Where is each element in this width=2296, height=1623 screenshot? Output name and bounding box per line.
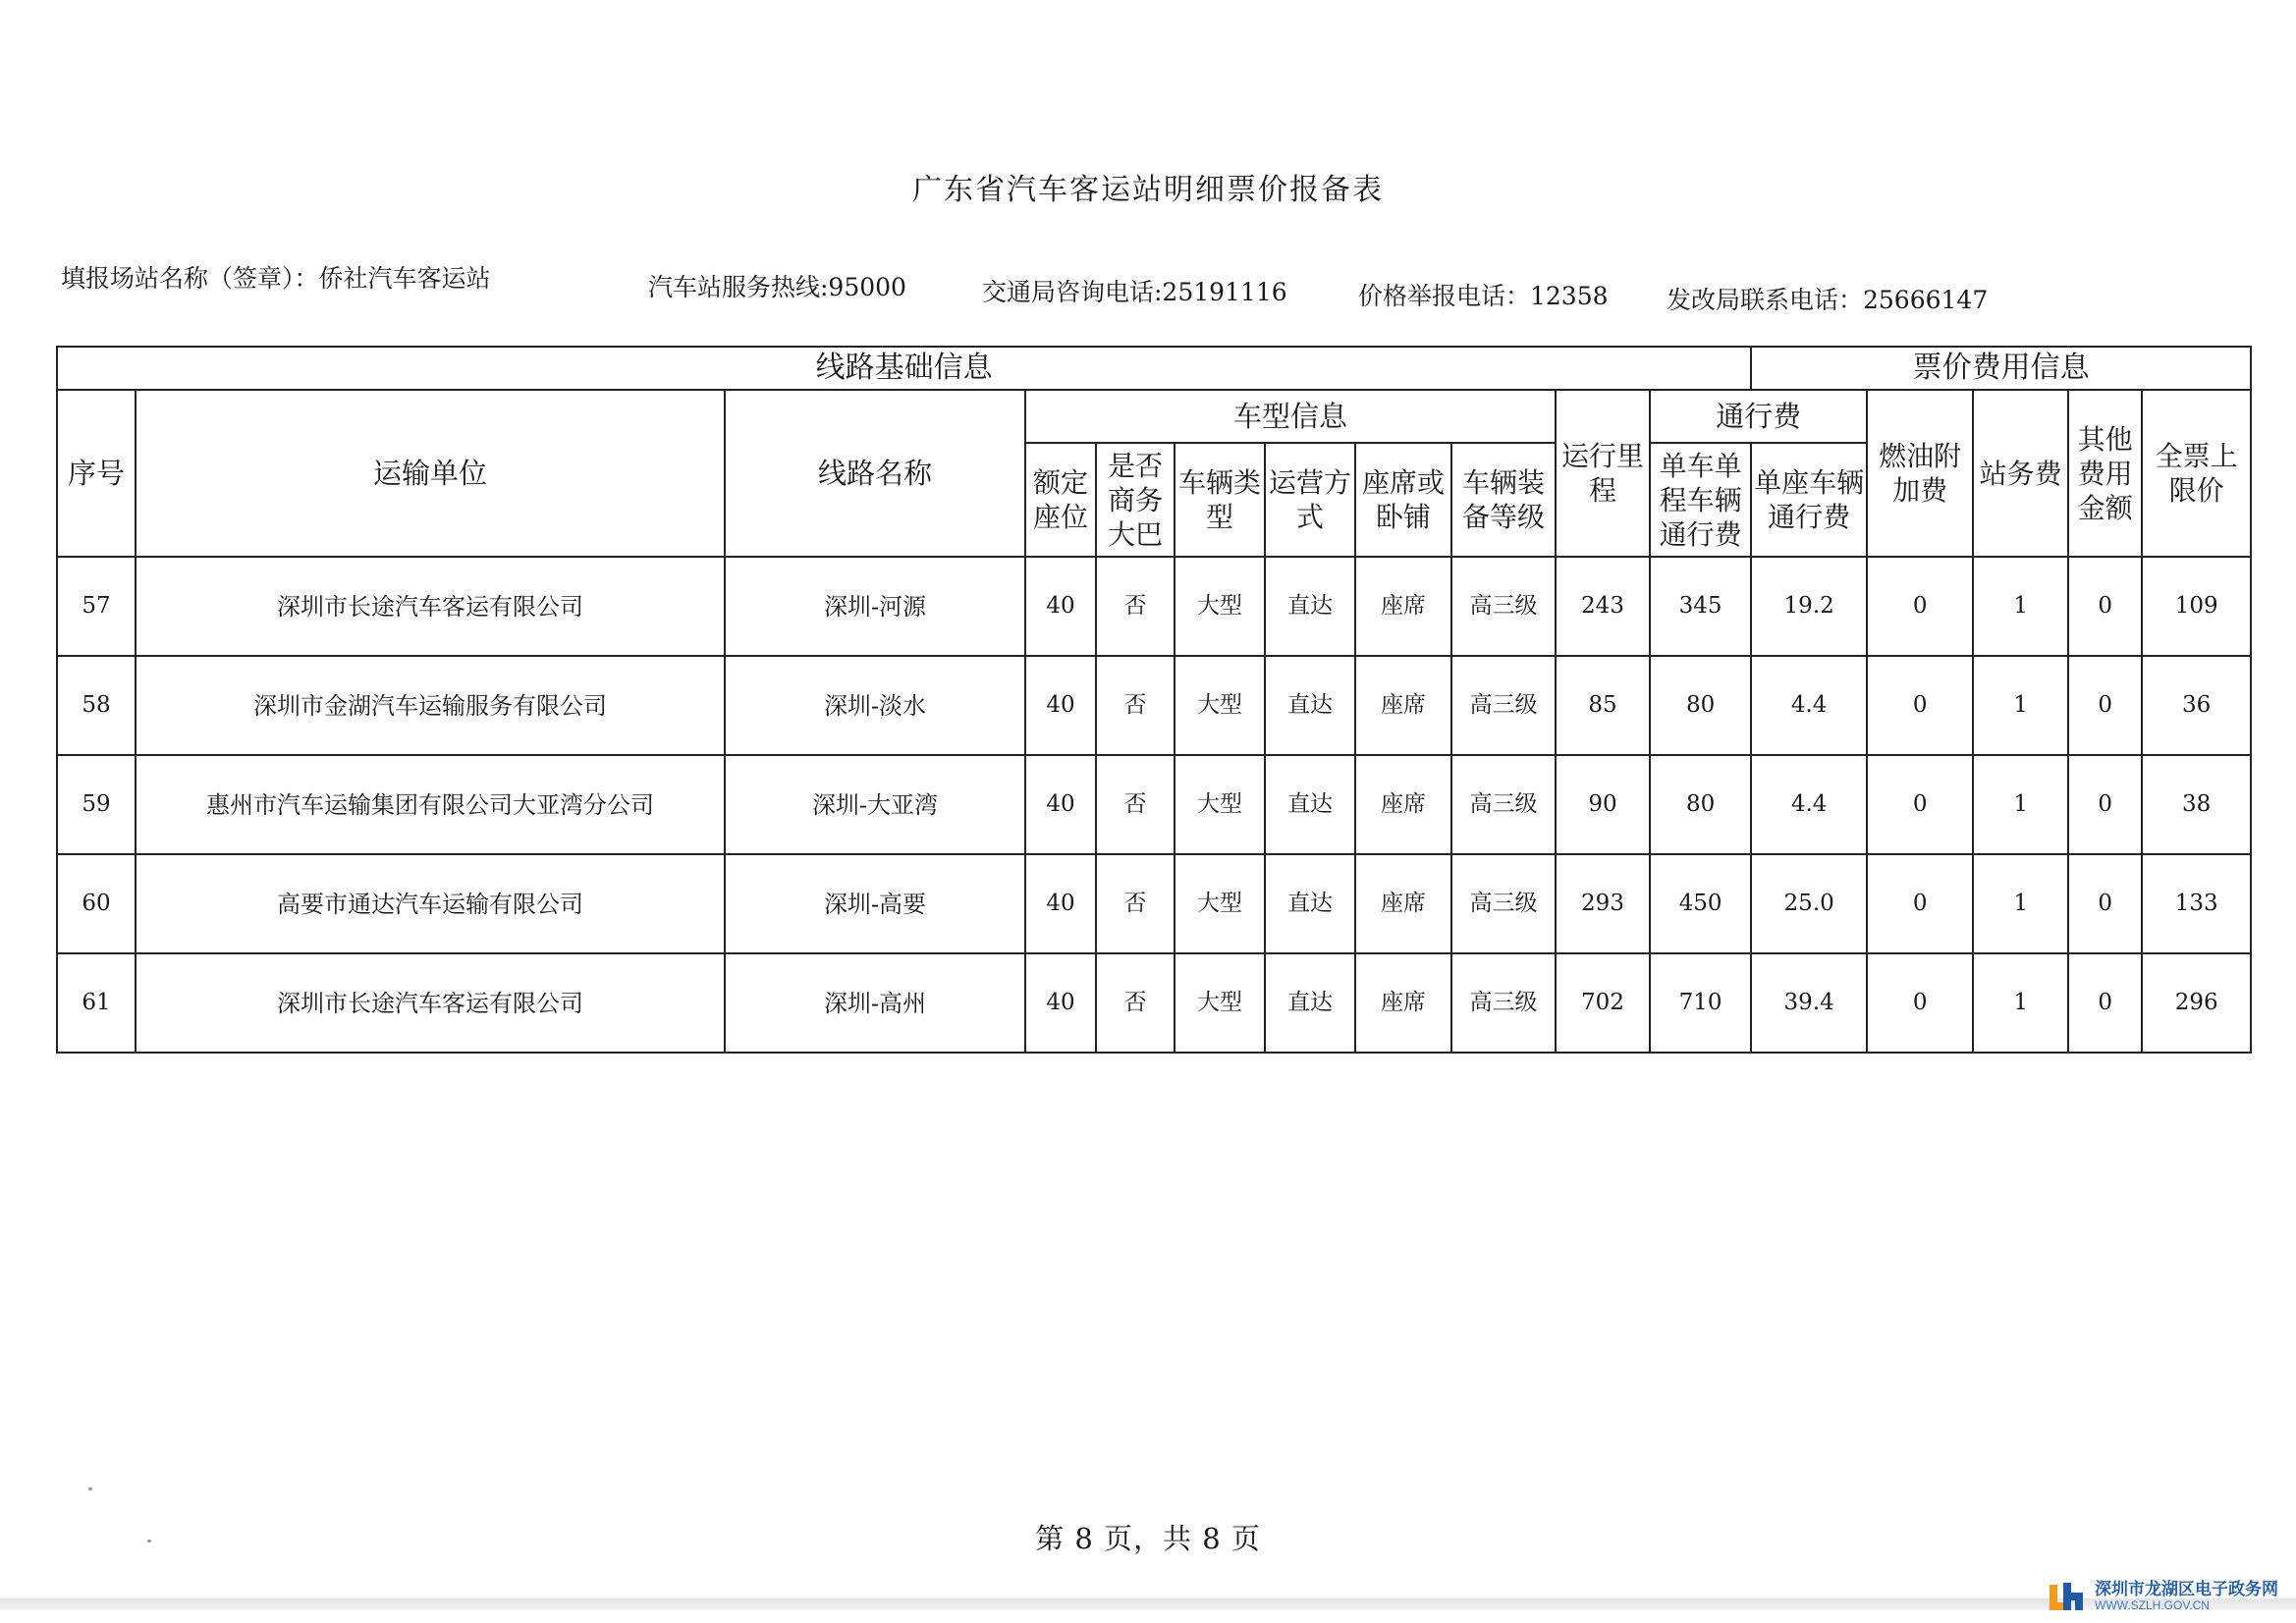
cell-station-fee: 1 bbox=[1973, 557, 2068, 656]
cell-seats: 40 bbox=[1025, 953, 1096, 1053]
cell-vehicle-type: 大型 bbox=[1175, 557, 1265, 656]
cell-fuel-surcharge: 0 bbox=[1867, 755, 1973, 854]
cell-other-fee: 0 bbox=[2068, 755, 2142, 854]
header-other-fee: 其他费用金额 bbox=[2068, 390, 2142, 557]
cell-route: 深圳-高要 bbox=[725, 854, 1025, 953]
header-max-price: 全票上限价 bbox=[2142, 390, 2251, 557]
cell-station-fee: 1 bbox=[1973, 656, 2068, 755]
table-row bbox=[57, 557, 2251, 656]
cell-vehicle-type: 大型 bbox=[1175, 755, 1265, 854]
header-vehicle-info: 车型信息 bbox=[1025, 390, 1556, 443]
header-station-fee: 站务费 bbox=[1973, 390, 2068, 557]
cell-toll-per-seat: 4.4 bbox=[1751, 656, 1867, 755]
cell-seats: 40 bbox=[1025, 854, 1096, 953]
cell-toll-single: 80 bbox=[1650, 656, 1751, 755]
cell-equipment-grade: 高三级 bbox=[1451, 557, 1556, 656]
cell-station-fee: 1 bbox=[1973, 755, 2068, 854]
cell-business-bus: 否 bbox=[1096, 755, 1175, 854]
header-seats: 额定座位 bbox=[1025, 443, 1096, 557]
price-report-phone: 价格举报电话：12358 bbox=[1358, 282, 1609, 310]
cell-mileage: 90 bbox=[1556, 755, 1650, 854]
cell-operation: 直达 bbox=[1265, 656, 1355, 755]
header-business-bus: 是否商务大巴 bbox=[1096, 443, 1175, 557]
cell-operation: 直达 bbox=[1265, 953, 1355, 1053]
site-watermark bbox=[2048, 1581, 2278, 1612]
transport-bureau-phone: 交通局咨询电话:25191116 bbox=[982, 278, 1287, 306]
cell-other-fee: 0 bbox=[2068, 854, 2142, 953]
cell-toll-per-seat: 4.4 bbox=[1751, 755, 1867, 854]
cell-business-bus: 否 bbox=[1096, 557, 1175, 656]
station-name-field: 填报场站名称（签章）：侨社汽车客运站 bbox=[61, 264, 491, 293]
header-seat-or-sleeper: 座席或卧铺 bbox=[1355, 443, 1451, 557]
cell-fuel-surcharge: 0 bbox=[1867, 854, 1973, 953]
table-row bbox=[57, 854, 2251, 953]
cell-fuel-surcharge: 0 bbox=[1867, 953, 1973, 1053]
cell-station-fee: 1 bbox=[1973, 953, 2068, 1053]
table-row bbox=[57, 656, 2251, 755]
fare-table bbox=[56, 346, 2252, 1054]
cell-company: 惠州市汽车运输集团有限公司大亚湾分公司 bbox=[136, 755, 725, 854]
cell-mileage: 243 bbox=[1556, 557, 1650, 656]
watermark-name: 深圳市龙湖区电子政务网 bbox=[2095, 1580, 2278, 1599]
page-footer: 第 8 页，共 8 页 bbox=[1035, 1522, 1261, 1555]
cell-company: 深圳市长途汽车客运有限公司 bbox=[136, 953, 725, 1053]
cell-seq: 58 bbox=[57, 656, 136, 755]
table-row bbox=[57, 755, 2251, 854]
cell-toll-single: 710 bbox=[1650, 953, 1751, 1053]
cell-fuel-surcharge: 0 bbox=[1867, 557, 1973, 656]
section-fare-header: 票价费用信息 bbox=[1751, 347, 2251, 390]
cell-other-fee: 0 bbox=[2068, 656, 2142, 755]
cell-max-price: 38 bbox=[2142, 755, 2251, 854]
header-seq: 序号 bbox=[57, 390, 136, 557]
header-route: 线路名称 bbox=[725, 390, 1025, 557]
cell-operation: 直达 bbox=[1265, 755, 1355, 854]
station-hotline: 汽车站服务热线:95000 bbox=[648, 273, 906, 301]
header-equipment-grade: 车辆装备等级 bbox=[1451, 443, 1556, 557]
cell-seat-or-sleeper: 座席 bbox=[1355, 557, 1451, 656]
cell-vehicle-type: 大型 bbox=[1175, 854, 1265, 953]
header-mileage: 运行里程 bbox=[1556, 390, 1650, 557]
scan-speck bbox=[147, 1540, 151, 1542]
header-toll-per-seat: 单座车辆通行费 bbox=[1751, 443, 1867, 557]
cell-fuel-surcharge: 0 bbox=[1867, 656, 1973, 755]
cell-max-price: 36 bbox=[2142, 656, 2251, 755]
dev-bureau-phone: 发改局联系电话：25666147 bbox=[1667, 286, 1989, 314]
scan-edge bbox=[0, 1598, 2296, 1610]
cell-company: 高要市通达汽车运输有限公司 bbox=[136, 854, 725, 953]
cell-mileage: 293 bbox=[1556, 854, 1650, 953]
cell-business-bus: 否 bbox=[1096, 953, 1175, 1053]
header-toll: 通行费 bbox=[1650, 390, 1867, 443]
header-fuel-surcharge: 燃油附加费 bbox=[1867, 390, 1973, 557]
cell-toll-per-seat: 39.4 bbox=[1751, 953, 1867, 1053]
cell-vehicle-type: 大型 bbox=[1175, 953, 1265, 1053]
cell-business-bus: 否 bbox=[1096, 854, 1175, 953]
cell-seq: 57 bbox=[57, 557, 136, 656]
cell-other-fee: 0 bbox=[2068, 953, 2142, 1053]
cell-route: 深圳-河源 bbox=[725, 557, 1025, 656]
cell-station-fee: 1 bbox=[1973, 854, 2068, 953]
cell-seats: 40 bbox=[1025, 557, 1096, 656]
header-toll-single: 单车单程车辆通行费 bbox=[1650, 443, 1751, 557]
section-route-header: 线路基础信息 bbox=[57, 347, 1751, 390]
cell-seat-or-sleeper: 座席 bbox=[1355, 854, 1451, 953]
watermark-url: WWW.SZLH.GOV.CN bbox=[2095, 1597, 2210, 1612]
cell-toll-per-seat: 25.0 bbox=[1751, 854, 1867, 953]
cell-equipment-grade: 高三级 bbox=[1451, 755, 1556, 854]
cell-max-price: 296 bbox=[2142, 953, 2251, 1053]
cell-other-fee: 0 bbox=[2068, 557, 2142, 656]
cell-company: 深圳市长途汽车客运有限公司 bbox=[136, 557, 725, 656]
cell-seats: 40 bbox=[1025, 656, 1096, 755]
scan-speck bbox=[88, 1488, 92, 1490]
cell-max-price: 133 bbox=[2142, 854, 2251, 953]
cell-toll-single: 80 bbox=[1650, 755, 1751, 854]
cell-company: 深圳市金湖汽车运输服务有限公司 bbox=[136, 656, 725, 755]
cell-mileage: 702 bbox=[1556, 953, 1650, 1053]
cell-route: 深圳-高州 bbox=[725, 953, 1025, 1053]
cell-route: 深圳-大亚湾 bbox=[725, 755, 1025, 854]
cell-operation: 直达 bbox=[1265, 854, 1355, 953]
cell-seats: 40 bbox=[1025, 755, 1096, 854]
cell-equipment-grade: 高三级 bbox=[1451, 953, 1556, 1053]
cell-seat-or-sleeper: 座席 bbox=[1355, 656, 1451, 755]
cell-route: 深圳-淡水 bbox=[725, 656, 1025, 755]
cell-seq: 61 bbox=[57, 953, 136, 1053]
cell-business-bus: 否 bbox=[1096, 656, 1175, 755]
cell-mileage: 85 bbox=[1556, 656, 1650, 755]
header-operation: 运营方式 bbox=[1265, 443, 1355, 557]
cell-equipment-grade: 高三级 bbox=[1451, 656, 1556, 755]
cell-seq: 60 bbox=[57, 854, 136, 953]
cell-toll-per-seat: 19.2 bbox=[1751, 557, 1867, 656]
cell-seat-or-sleeper: 座席 bbox=[1355, 953, 1451, 1053]
lh-logo-icon bbox=[2048, 1581, 2087, 1612]
header-vehicle-type: 车辆类型 bbox=[1175, 443, 1265, 557]
cell-seat-or-sleeper: 座席 bbox=[1355, 755, 1451, 854]
cell-equipment-grade: 高三级 bbox=[1451, 854, 1556, 953]
cell-toll-single: 345 bbox=[1650, 557, 1751, 656]
cell-max-price: 109 bbox=[2142, 557, 2251, 656]
document-title: 广东省汽车客运站明细票价报备表 bbox=[912, 173, 1384, 207]
cell-vehicle-type: 大型 bbox=[1175, 656, 1265, 755]
header-company: 运输单位 bbox=[136, 390, 725, 557]
cell-seq: 59 bbox=[57, 755, 136, 854]
table-row bbox=[57, 953, 2251, 1053]
cell-toll-single: 450 bbox=[1650, 854, 1751, 953]
cell-operation: 直达 bbox=[1265, 557, 1355, 656]
